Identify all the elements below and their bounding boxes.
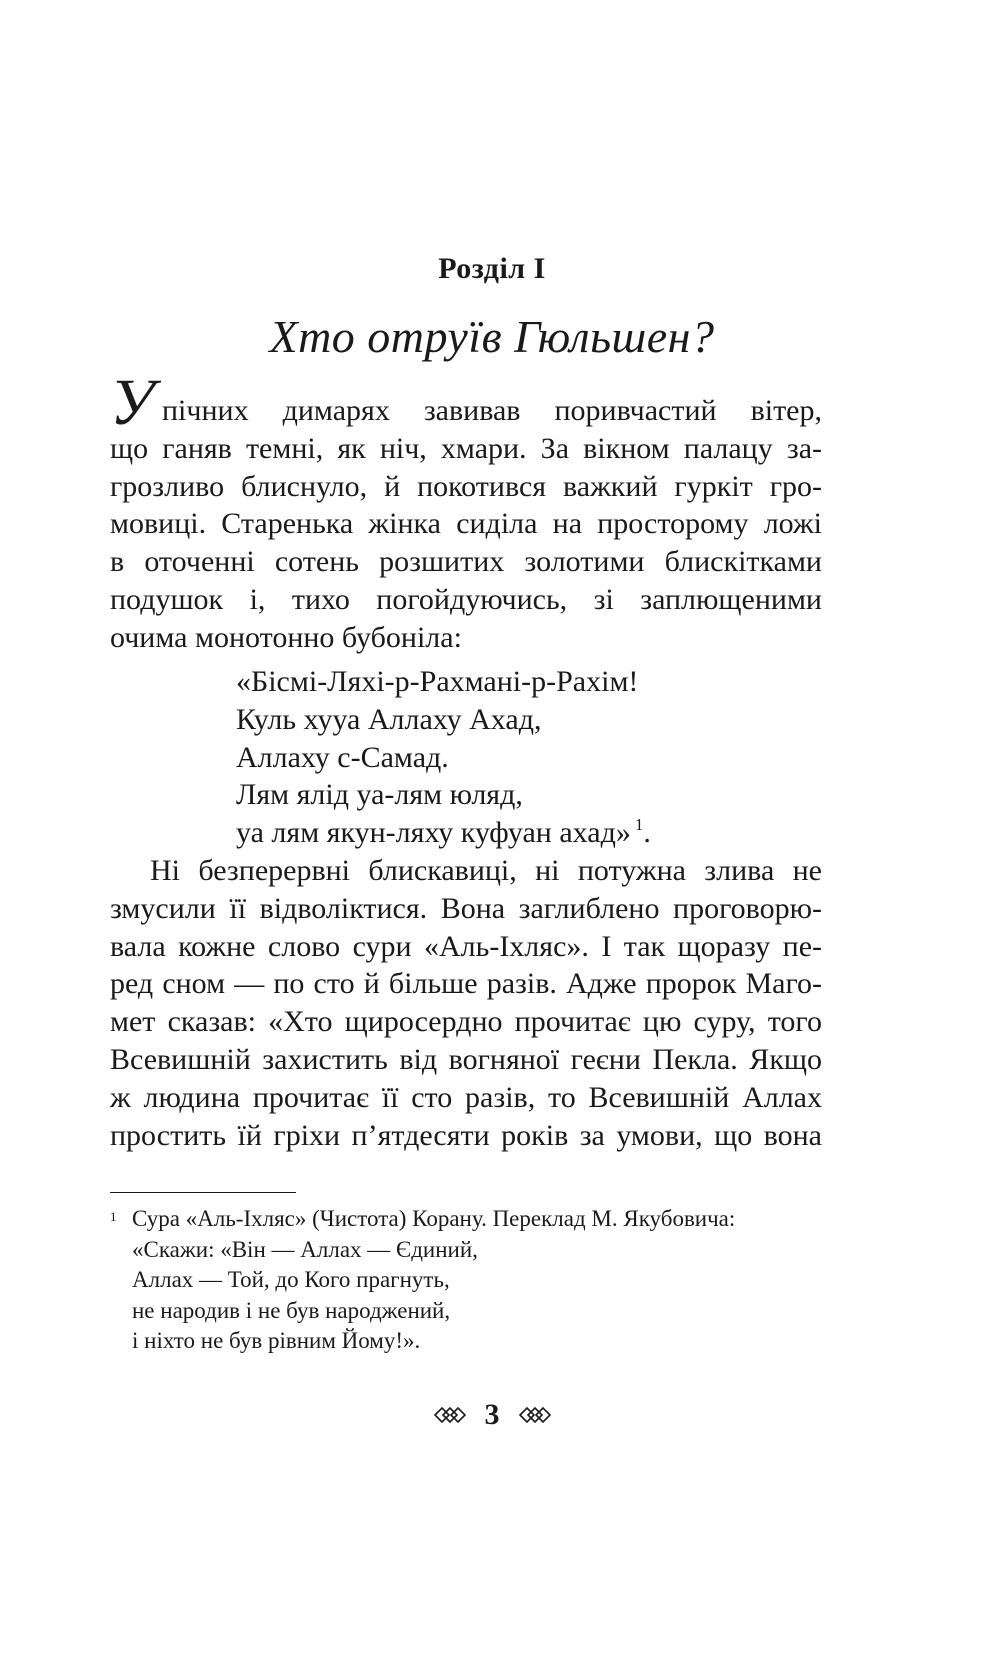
- footnote-line: «Скажи: «Він — Аллах — Єдиний,: [132, 1236, 478, 1262]
- chapter-label: Розділ І: [438, 252, 546, 285]
- footnote-line: і ніхто не був рівним Йому!».: [132, 1328, 421, 1353]
- paragraph-line: мет сказав: «Хто щиросердно прочитає цю суру, того: [110, 1005, 822, 1039]
- paragraph-1: [110, 366, 822, 657]
- paragraph-line: змусили її відволіктися. Вона заглиблено проговорю-: [110, 891, 822, 925]
- footnote-line: Сура «Аль-Іхляс» (Чистота) Корану. Переклад М. Якубовича:: [132, 1206, 736, 1231]
- paragraph-line: простить їй гріхи п’ятдесяти років за умови, що вона: [110, 1118, 822, 1152]
- verse-line-text: уа лям якун-ляху куфуан ахад»: [236, 816, 631, 850]
- paragraph-line: вала кожне слово сури «Аль-Іхляс». І так щоразу пе-: [110, 929, 822, 963]
- paragraph-line: в оточенні сотень розшитих золотими блискітками: [110, 545, 822, 579]
- paragraph-line: Всевишній захистить від вогняної геєни Пекла. Якщо: [110, 1042, 822, 1076]
- footnote-mark: 1: [110, 1209, 117, 1224]
- paragraph-line: [110, 366, 822, 439]
- paragraph-line: грозливо блиснуло, й покотився важкий гуркіт гро-: [110, 469, 822, 503]
- paragraph-line: ж людина прочитає її сто разів, то Всевишній Аллах: [110, 1080, 822, 1114]
- verse-line: «Бісмі-Ляхі-р-Рахмані-р-Рахім!: [236, 665, 639, 698]
- page-footer: [0, 1398, 984, 1432]
- verse-end-punctuation: .: [643, 816, 651, 850]
- footnote-text: [132, 1204, 735, 1357]
- footnote-line: Аллах — Той, до Кого прагнуть,: [132, 1267, 450, 1292]
- footnote-line: не народив і не був народжений,: [132, 1297, 451, 1323]
- verse-line: Аллаху с-Самад.: [236, 740, 449, 774]
- verse-line-last: [236, 814, 651, 852]
- verse-line: Лям ялід уа-лям юляд,: [236, 778, 523, 812]
- paragraph-line: Ні безперервні блискавиці, ні потужна злива не: [150, 854, 822, 887]
- quoted-verse: [236, 663, 651, 852]
- paragraph-line: очима монотонно бубоніла:: [110, 620, 462, 654]
- verse-line: Куль хууа Аллаху Ахад,: [236, 702, 542, 736]
- drop-cap: У: [110, 366, 155, 439]
- paragraph-line-text: пічних димарях завивав поривчастий вітер,: [162, 394, 822, 427]
- paragraph-line: ред сном — по сто й більше разів. Адже пророк Маго-: [110, 967, 822, 1001]
- paragraph-line: подушок і, тихо погойдуючись, зі заплющеними: [110, 582, 822, 616]
- paragraph-2: [110, 852, 822, 1154]
- page-number: 3: [484, 1398, 500, 1431]
- chapter-title: Хто отруїв Гюльшен?: [269, 311, 715, 362]
- paragraph-line: мовиці. Старенька жінка сиділа на просторому ложі: [110, 507, 822, 541]
- footnote-reference[interactable]: 1: [634, 815, 644, 835]
- diamond-knot-ornament-icon: [433, 1405, 467, 1425]
- paragraph-line: що ганяв темні, як ніч, хмари. За вікном палацу за-: [110, 431, 822, 465]
- diamond-knot-ornament-icon: [518, 1405, 552, 1425]
- footnote-divider: [110, 1192, 296, 1193]
